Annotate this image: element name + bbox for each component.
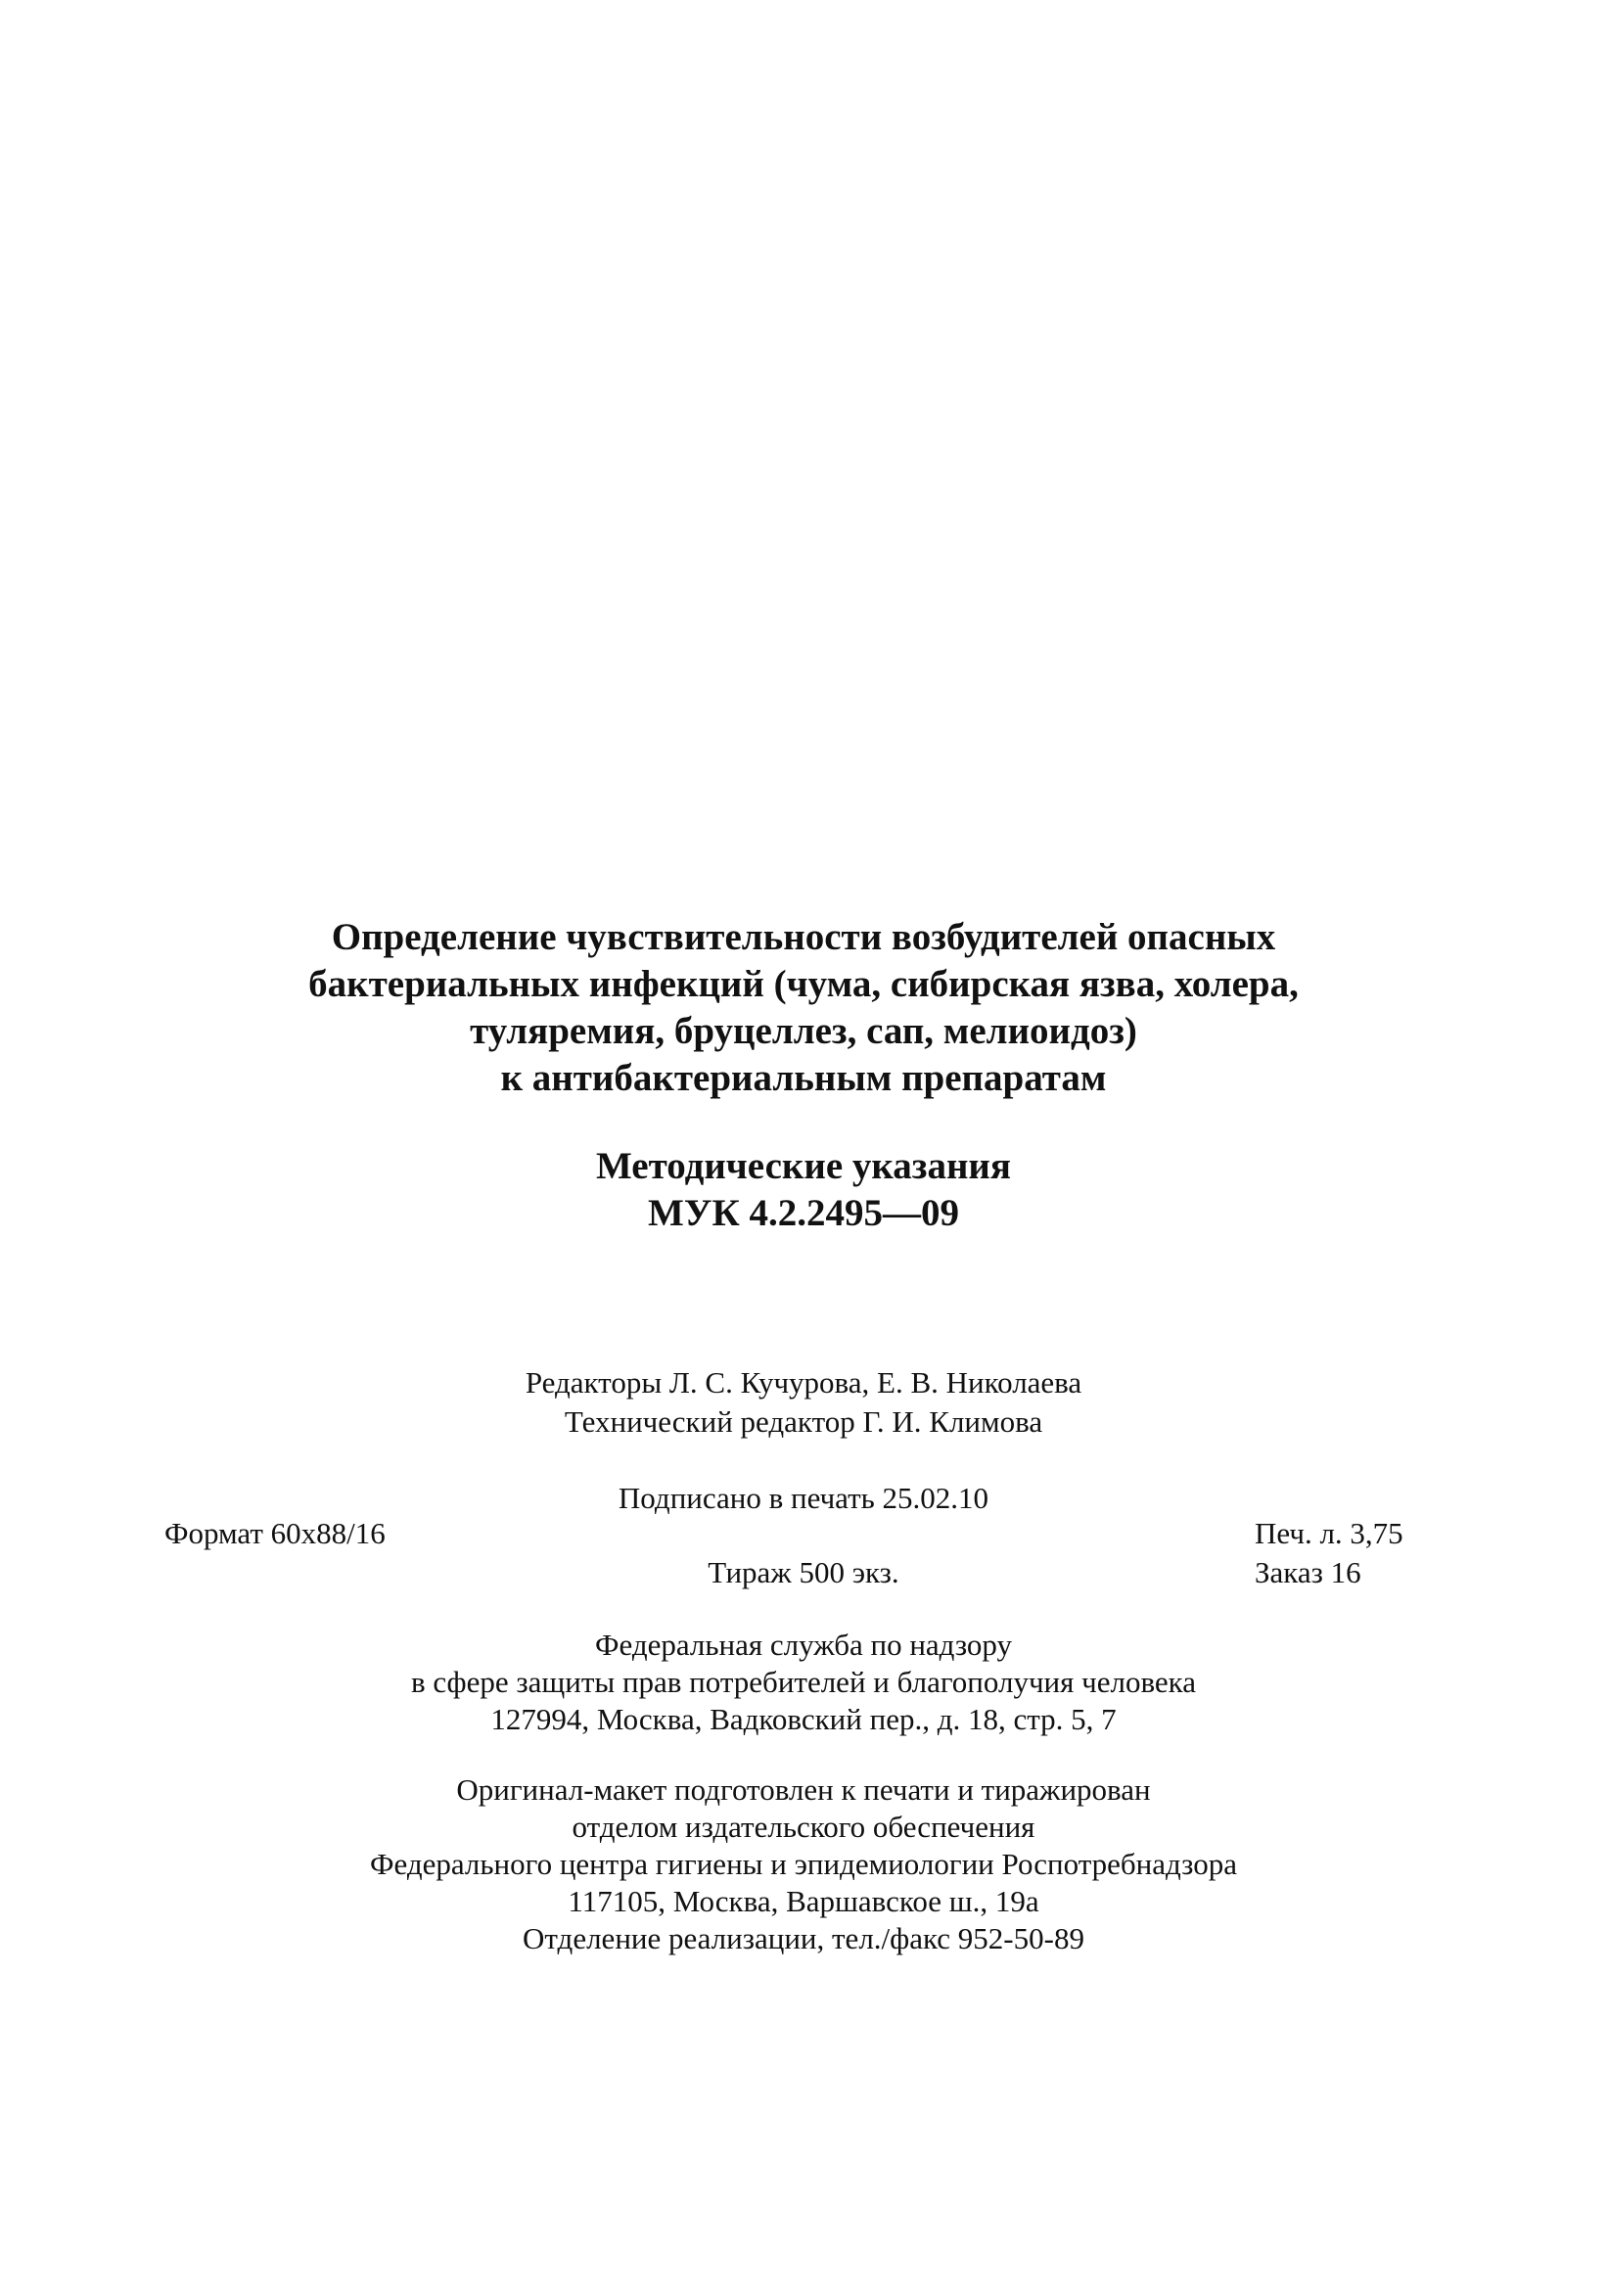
order-number: Заказ 16 — [1255, 1555, 1361, 1589]
printer-line-3: Федерального центра гигиены и эпидемиологии Роспотребнадзора — [370, 1847, 1237, 1881]
title-line-3: туляремия, бруцеллез, сап, мелиоидоз) — [470, 1010, 1137, 1052]
editors-line: Редакторы Л. С. Кучурова, Е. В. Николаева — [525, 1365, 1082, 1400]
doc-number: МУК 4.2.2495—09 — [648, 1192, 959, 1234]
format-info: Формат 60x88/16 — [164, 1516, 386, 1550]
printer-line-1: Оригинал-макет подготовлен к печати и тиражирован — [456, 1772, 1151, 1807]
publisher-line-2: в сфере защиты прав потребителей и благополучия человека — [410, 1665, 1197, 1699]
title-line-2: бактериальных инфекций (чума, сибирская язва, холера, — [308, 963, 1299, 1005]
publisher-address: 127994, Москва, Вадковский пер., д. 18, стр. 5, 7 — [490, 1702, 1117, 1736]
title-line-4: к антибактериальным препаратам — [500, 1057, 1107, 1099]
title-line-1: Определение чувствительности возбудителей опасных — [331, 916, 1276, 958]
tech-editor-line: Технический редактор Г. И. Климова — [564, 1404, 1043, 1439]
printer-line-2: отделом издательского обеспечения — [572, 1810, 1035, 1844]
publisher-line-1: Федеральная служба по надзору — [595, 1628, 1012, 1662]
sales-contact: Отделение реализации, тел./факс 952-50-89 — [523, 1921, 1084, 1955]
printer-address: 117105, Москва, Варшавское ш., 19а — [568, 1884, 1039, 1918]
signed-to-print: Подписано в печать 25.02.10 — [618, 1481, 989, 1515]
doc-type-label: Методические указания — [595, 1145, 1011, 1187]
printed-sheets: Печ. л. 3,75 — [1255, 1516, 1403, 1550]
circulation: Тираж 500 экз. — [708, 1555, 899, 1589]
